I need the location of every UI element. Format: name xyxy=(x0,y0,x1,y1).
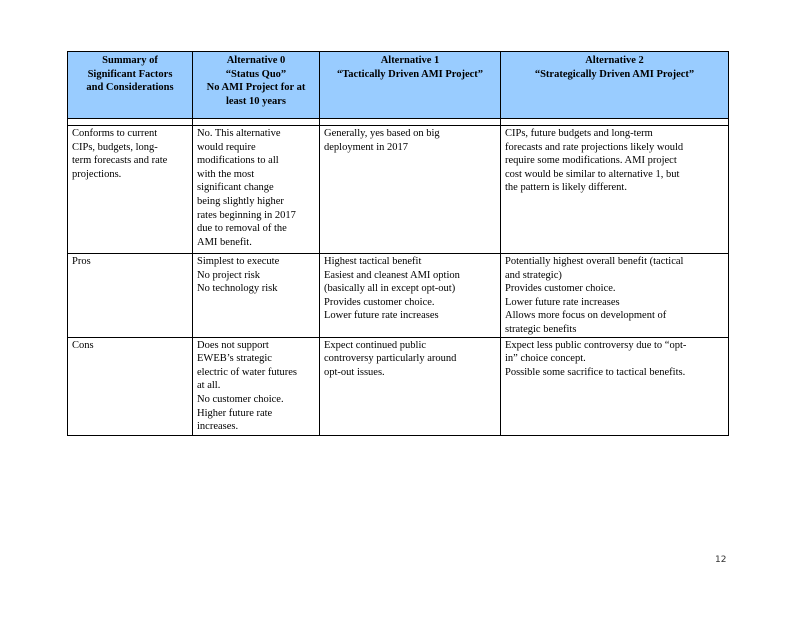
header-alternative-2: Alternative 2 “Strategically Driven AMI Project” xyxy=(501,52,729,119)
spacer-row xyxy=(68,119,729,126)
alt0-cell: Does not support EWEB’s strategic electric of water futures at all. No customer choice. Higher future rate increases. xyxy=(193,337,320,435)
alt2-cell: Potentially highest overall benefit (tactical and strategic) Provides customer choice. Lower future rate increases Allows more focus on development of strategic benefits xyxy=(501,254,729,338)
table-row-pros xyxy=(68,254,729,338)
header-factors: Summary of Significant Factors and Considerations xyxy=(68,52,193,119)
alt0-cell: No. This alternative would require modifications to all with the most significant change being slightly higher rates beginning in 2017 due to removal of the AMI benefit. xyxy=(193,126,320,254)
table-row-conforms xyxy=(68,126,729,254)
alt1-cell: Highest tactical benefit Easiest and cleanest AMI option (basically all in except opt-out) Provides customer choice. Lower future rate increases xyxy=(320,254,501,338)
alt1-cell: Generally, yes based on big deployment in 2017 xyxy=(320,126,501,254)
header-alternative-1: Alternative 1 “Tactically Driven AMI Project” xyxy=(320,52,501,119)
page-number: 12 xyxy=(715,555,727,565)
alt0-cell: Simplest to execute No project risk No technology risk xyxy=(193,254,320,338)
row-label-cell: Cons xyxy=(68,337,193,435)
alt1-cell: Expect continued public controversy particularly around opt-out issues. xyxy=(320,337,501,435)
alt2-cell: Expect less public controversy due to “opt- in” choice concept. Possible some sacrifice to tactical benefits. xyxy=(501,337,729,435)
alt2-cell: CIPs, future budgets and long-term forecasts and rate projections likely would require some modifications. AMI project cost would be similar to alternative 1, but the pattern is likely different. xyxy=(501,126,729,254)
header-row xyxy=(68,52,729,119)
row-label-cell: Conforms to current CIPs, budgets, long- term forecasts and rate projections. xyxy=(68,126,193,254)
row-label-cell: Pros xyxy=(68,254,193,338)
table-row-cons xyxy=(68,337,729,435)
header-alternative-0: Alternative 0 “Status Quo” No AMI Project for at least 10 years xyxy=(193,52,320,119)
summary-table xyxy=(67,51,729,436)
